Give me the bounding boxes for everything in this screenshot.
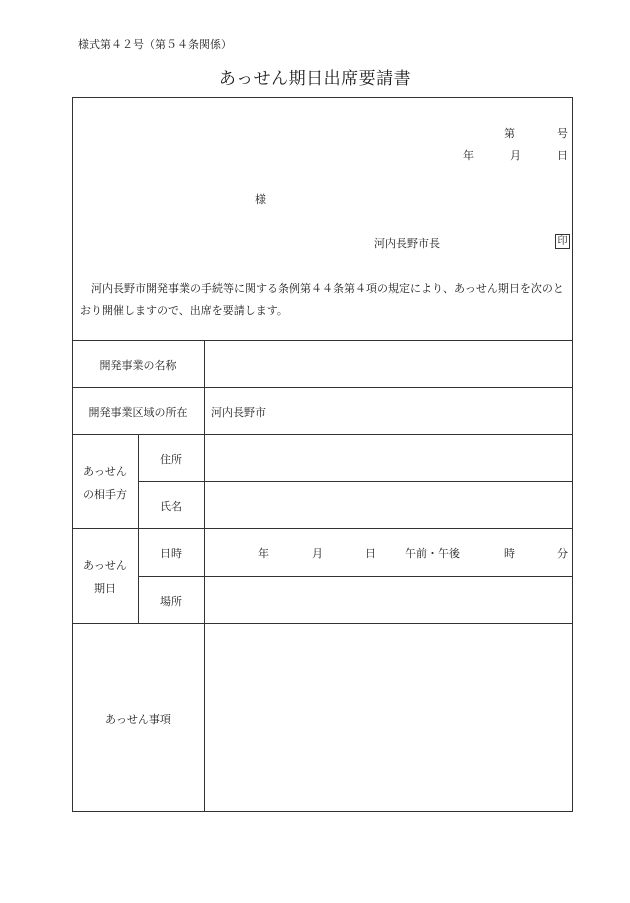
session-label-line1: あっせん: [83, 559, 127, 572]
number-prefix: 第: [504, 127, 515, 140]
addressee-suffix: 様: [255, 193, 266, 206]
dt-hour: 時: [504, 547, 515, 560]
divider: [72, 340, 573, 341]
divider: [72, 387, 573, 388]
project-location-label: 開発事業区域の所在: [88, 406, 188, 419]
number-suffix: 号: [557, 127, 568, 140]
column-divider: [204, 340, 205, 812]
seal-mark: 印: [555, 234, 570, 249]
sender-name: 河内長野市長: [374, 237, 440, 250]
dt-day: 日: [365, 547, 376, 560]
divider: [72, 434, 573, 435]
counterparty-label-line2: の相手方: [83, 488, 127, 501]
project-location-field[interactable]: 河内長野市: [211, 406, 266, 419]
project-name-label: 開発事業の名称: [99, 359, 177, 372]
dt-ampm: 午前・午後: [405, 547, 460, 560]
divider: [72, 528, 573, 529]
dt-year: 年: [258, 547, 269, 560]
date-month: 月: [510, 149, 521, 162]
form-number: 様式第４２号（第５４条関係）: [78, 38, 232, 51]
document-title: あっせん期日出席要請書: [218, 69, 412, 89]
matters-label: あっせん事項: [105, 713, 171, 726]
datetime-label: 日時: [160, 547, 182, 560]
request-body: 河内長野市開発事業の手続等に関する条例第４４条第４項の規定により、あっせん期日を次のとおり開催しますので、出席を要請します。: [80, 282, 564, 317]
counterparty-label-line1: あっせん: [83, 465, 127, 478]
dt-month: 月: [312, 547, 323, 560]
dt-minute: 分: [557, 547, 568, 560]
date-year: 年: [463, 149, 474, 162]
form-frame: [72, 97, 573, 812]
session-label-line2: 期日: [94, 582, 116, 595]
column-divider: [138, 434, 139, 623]
name-label: 氏名: [160, 500, 182, 513]
address-label: 住所: [160, 453, 182, 466]
divider: [72, 623, 573, 624]
place-label: 場所: [160, 595, 182, 608]
date-day: 日: [557, 149, 568, 162]
